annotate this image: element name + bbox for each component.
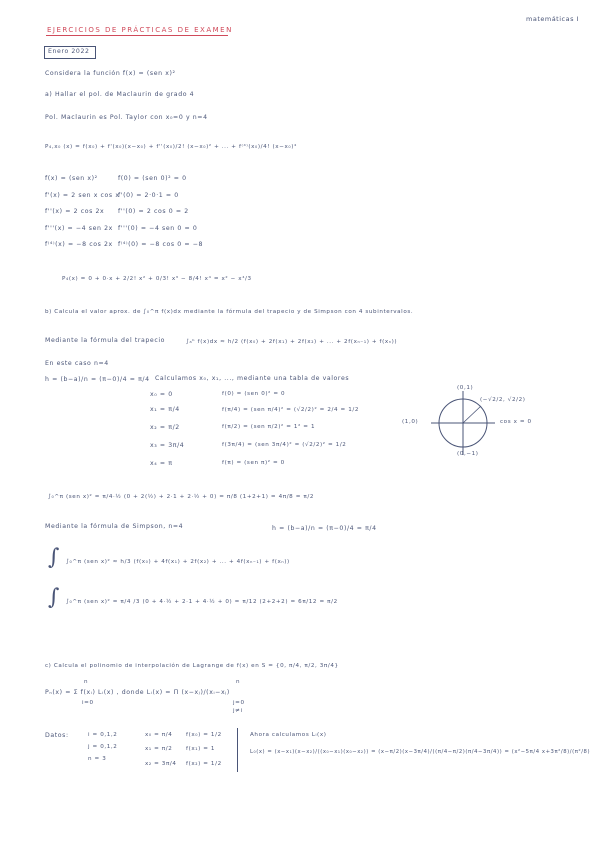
part-a-statement: a) Hallar el pol. de Maclaurin de grado 4 <box>45 91 195 98</box>
derivative-right: f'(0) = 2·0·1 = 0 <box>118 192 179 199</box>
derivative-left: f'(x) = 2 sen x cos x <box>45 192 120 199</box>
integral-sign: ∫ <box>48 585 60 610</box>
table-f: f(π) = (sen π)² = 0 <box>222 460 285 466</box>
prod-exclusion: j≠i <box>233 708 243 714</box>
table-x: x₁ = π/4 <box>150 406 180 413</box>
exercise-intro: Considera la función f(x) = (sen x)² <box>45 70 176 77</box>
datos-item: n = 3 <box>88 756 107 762</box>
lagrange-definition: Pₙ(x) = Σ f(xᵢ) Lᵢ(x) , donde Lᵢ(x) = Π (x−xⱼ)/(xᵢ−xⱼ) <box>45 689 230 696</box>
circle-label: cos x = 0 <box>500 419 532 425</box>
datos-label: Datos: <box>45 732 69 739</box>
datos-item: j = 0,1,2 <box>88 744 118 750</box>
integral-sign: ∫ <box>48 545 60 570</box>
page-label: matemáticas I <box>526 15 579 23</box>
h-definition: h = (b−a)/n = (π−0)/4 = π/4 <box>45 376 150 383</box>
node-f: f(x₂) = 1/2 <box>186 761 222 767</box>
table-x: x₀ = 0 <box>150 391 173 398</box>
table-x: x₂ = π/2 <box>150 424 180 431</box>
table-f: f(π/2) = (sen π/2)² = 1² = 1 <box>222 424 316 430</box>
trapezoid-formula: ∫ₐᵇ f(x)dx ≈ h/2 (f(x₀) + 2f(x₁) + 2f(x₂) + ... + 2f(xₙ₋₁) + f(xₙ)) <box>186 339 398 345</box>
table-f: f(π/4) = (sen π/4)² = (√2/2)² = 2/4 = 1/2 <box>222 407 359 413</box>
radius-line <box>463 406 481 423</box>
table-f: f(3π/4) = (sen 3π/4)² = (√2/2)² = 1/2 <box>222 442 347 448</box>
simpson-result: ∫₀^π (sen x)² = π/4 /3 (0 + 4·½ + 2·1 + 4·½ + 0) = π/12 (2+2+2) = 6π/12 = π/2 <box>66 599 338 605</box>
case-n: En este caso n=4 <box>45 360 109 367</box>
simpson-formula: ∫₀^π (sen x)² ≈ h/3 (f(x₀) + 4f(x₁) + 2f(x₂) + ... + 4f(xₙ₋₁) + f(xₙ)) <box>66 559 290 565</box>
datos-item: i = 0,1,2 <box>88 732 118 738</box>
derivative-left: f(x) = (sen x)² <box>45 175 98 182</box>
table-x: x₄ = π <box>150 460 173 467</box>
circle-label: (1,0) <box>402 419 419 425</box>
page-title: EJERCICIOS DE PRÁCTICAS DE EXAMEN <box>47 26 233 34</box>
circle-label: (0,−1) <box>457 451 479 457</box>
L0-expression: L₀(x) = (x−x₁)(x−x₂)/((x₀−x₁)(x₀−x₂)) = (x−π/2)(x−3π/4)/((π/4−π/2)(π/4−3π/4)) = (x²−5π/4 x+3π²/8)/(π²/8) <box>250 749 591 755</box>
node-x: x₀ = π/4 <box>145 732 173 738</box>
pol-description: Pol. Maclaurin es Pol. Taylor con x₀=0 y n=4 <box>45 114 208 121</box>
circle-label: (−√2/2, √2/2) <box>480 397 526 403</box>
trapezoid-label: Mediante la fórmula del trapecio <box>45 337 166 344</box>
part-b-statement: b) Calcula el valor aprox. de ∫₀^π f(x)dx mediante la fórmula del trapecio y de Simpson con 4 subintervalos. <box>45 309 414 315</box>
pol-general-formula: P₄,x₀ (x) = f(x₀) + f'(x₀)(x−x₀) + f''(x₀)/2! (x−x₀)² + ... + f⁽⁴⁾(x₀)/4! (x−x₀)⁴ <box>45 144 297 150</box>
exercise-year: Enero 2022 <box>48 48 90 55</box>
circle-label: (0,1) <box>457 385 474 391</box>
prod-lower-limit: j=0 <box>233 700 245 706</box>
derivative-right: f''(0) = 2 cos 0 = 2 <box>118 208 189 215</box>
simpson-label: Mediante la fórmula de Simpson, n=4 <box>45 523 184 530</box>
table-f: f(0) = (sen 0)² = 0 <box>222 391 286 397</box>
node-f: f(x₁) = 1 <box>186 746 216 752</box>
pol-result: P₄(x) = 0 + 0·x + 2/2! x² + 0/3! x³ − 8/4! x⁴ = x² − x⁴/3 <box>62 276 252 282</box>
derivative-right: f(0) = (sen 0)² = 0 <box>118 175 187 182</box>
table-x: x₃ = 3π/4 <box>150 442 185 449</box>
trapezoid-result: ∫₀^π (sen x)² = π/4·½ (0 + 2(½) + 2·1 + 2·½ + 0) = π/8 (1+2+1) = 4π/8 = π/2 <box>48 494 314 500</box>
sum-upper-limit: n <box>84 679 89 685</box>
table-intro: Calculamos x₀, x₁, ..., mediante una tabla de valores <box>155 375 350 382</box>
node-x: x₂ = 3π/4 <box>145 761 177 767</box>
node-f: f(x₀) = 1/2 <box>186 732 222 738</box>
calc-L-label: Ahora calculamos Lᵢ(x) <box>250 732 327 738</box>
derivative-left: f''(x) = 2 cos 2x <box>45 208 105 215</box>
title-underline <box>46 35 228 36</box>
sum-lower-limit: i=0 <box>82 700 94 706</box>
derivative-left: f⁽⁴⁾(x) = −8 cos 2x <box>45 241 113 248</box>
derivative-right: f⁽⁴⁾(0) = −8 cos 0 = −8 <box>118 241 204 248</box>
part-c-statement: c) Calcula el polinomio de interpolación de Lagrange de f(x) en S = {0, π/4, π/2, 3π/4} <box>45 663 339 669</box>
derivative-right: f'''(0) = −4 sen 0 = 0 <box>118 225 198 232</box>
node-x: x₁ = π/2 <box>145 746 173 752</box>
simpson-h: h = (b−a)/n = (π−0)/4 = π/4 <box>272 525 377 532</box>
derivative-left: f'''(x) = −4 sen 2x <box>45 225 113 232</box>
separator-line <box>237 728 238 772</box>
prod-upper-limit: n <box>236 679 241 685</box>
